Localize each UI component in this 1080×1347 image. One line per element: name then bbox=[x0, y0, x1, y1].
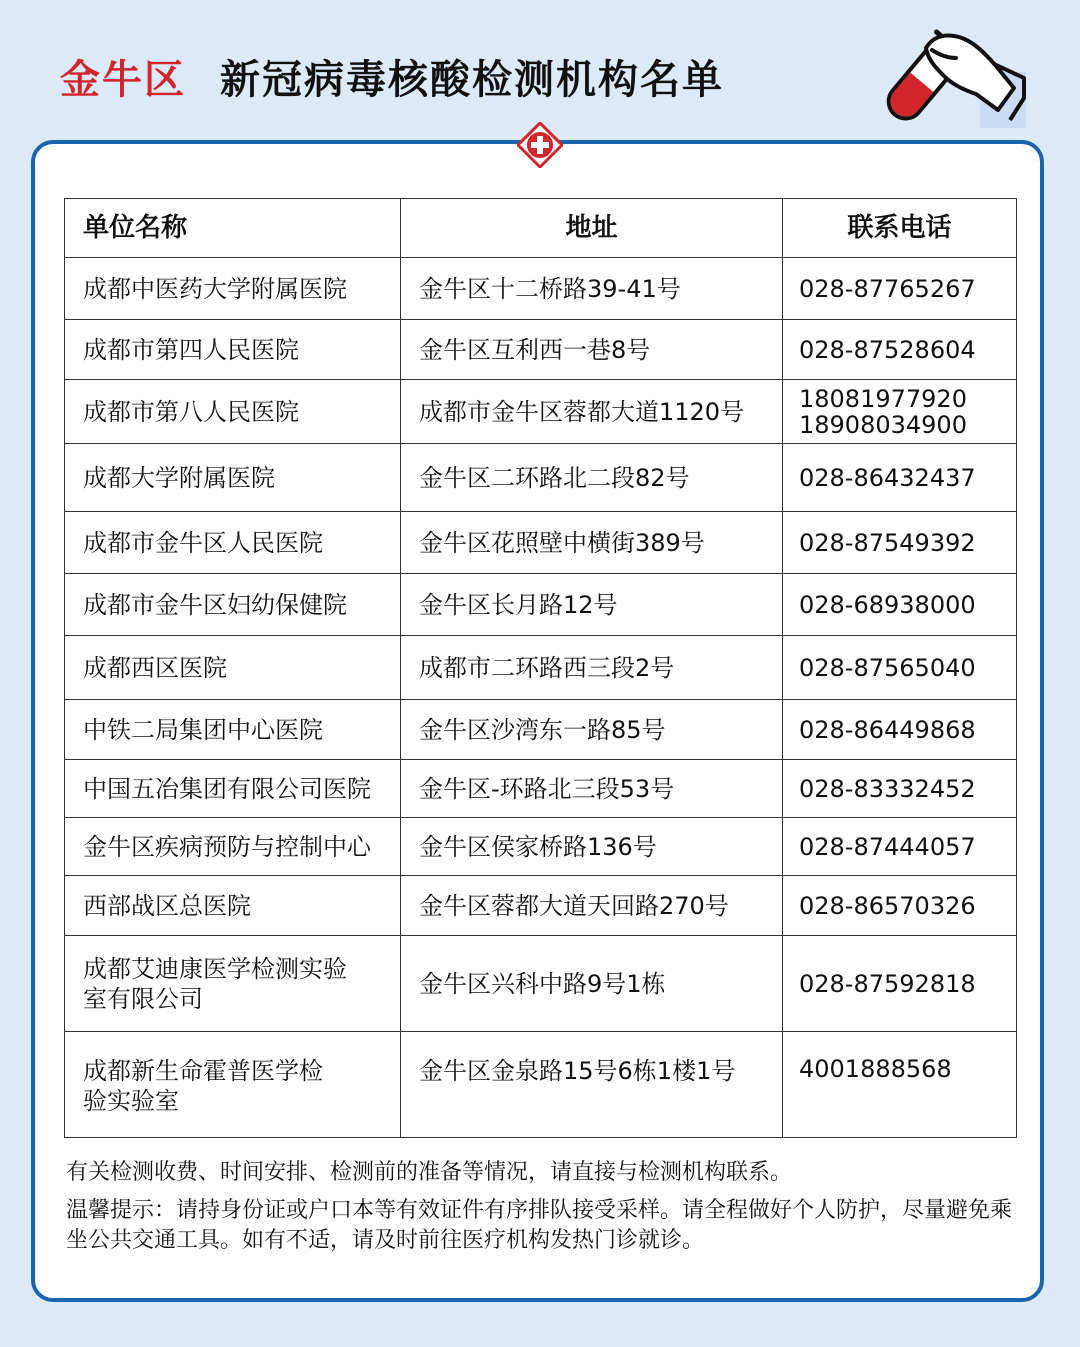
cell-phone: 028-87444057 bbox=[783, 818, 1017, 876]
cell-address: 金牛区蓉都大道天回路270号 bbox=[401, 876, 783, 936]
cell-address: 成都市金牛区蓉都大道1120号 bbox=[401, 380, 783, 444]
cell-address: 金牛区十二桥路39-41号 bbox=[401, 258, 783, 320]
page-header bbox=[60, 44, 724, 108]
cell-name: 成都西区医院 bbox=[65, 636, 401, 700]
table-row bbox=[65, 760, 1017, 818]
table-row bbox=[65, 574, 1017, 636]
cell-phone: 028-87549392 bbox=[783, 512, 1017, 574]
cell-address: 金牛区侯家桥路136号 bbox=[401, 818, 783, 876]
col-header-phone: 联系电话 bbox=[783, 199, 1017, 258]
cell-name: 成都市第八人民医院 bbox=[65, 380, 401, 444]
cell-address: 金牛区金泉路15号6栋1楼1号 bbox=[401, 1032, 783, 1138]
cell-phone: 028-87528604 bbox=[783, 320, 1017, 380]
cell-address: 金牛区互利西一巷8号 bbox=[401, 320, 783, 380]
cell-name: 成都中医药大学附属医院 bbox=[65, 258, 401, 320]
hand-holding-test-tube-icon bbox=[872, 24, 1032, 132]
cell-address: 金牛区二环路北二段82号 bbox=[401, 444, 783, 512]
cell-phone: 028-83332452 bbox=[783, 760, 1017, 818]
cell-phone: 028-86449868 bbox=[783, 700, 1017, 760]
page-title: 新冠病毒核酸检测机构名单 bbox=[220, 56, 724, 103]
col-header-address: 地址 bbox=[401, 199, 783, 258]
cell-phone: 4001888568 bbox=[783, 1032, 1017, 1138]
cell-phone: 18081977920 18908034900 bbox=[783, 380, 1017, 444]
district-title: 金牛区 bbox=[60, 56, 186, 103]
cell-address: 金牛区-环路北三段53号 bbox=[401, 760, 783, 818]
cell-name: 金牛区疾病预防与控制中心 bbox=[65, 818, 401, 876]
notes bbox=[66, 1158, 1031, 1264]
table-row bbox=[65, 700, 1017, 760]
cell-name: 成都大学附属医院 bbox=[65, 444, 401, 512]
table-row bbox=[65, 1032, 1017, 1138]
cell-address: 金牛区兴科中路9号1栋 bbox=[401, 936, 783, 1032]
note-contact: 有关检测收费、时间安排、检测前的准备等情况，请直接与检测机构联系。 bbox=[66, 1160, 793, 1185]
table-row bbox=[65, 320, 1017, 380]
cell-phone: 028-86570326 bbox=[783, 876, 1017, 936]
cell-address: 金牛区沙湾东一路85号 bbox=[401, 700, 783, 760]
cell-address: 金牛区长月路12号 bbox=[401, 574, 783, 636]
cell-name: 西部战区总医院 bbox=[65, 876, 401, 936]
cell-phone: 028-87565040 bbox=[783, 636, 1017, 700]
cell-phone: 028-87592818 bbox=[783, 936, 1017, 1032]
cell-name: 中国五冶集团有限公司医院 bbox=[65, 760, 401, 818]
table-row bbox=[65, 380, 1017, 444]
cell-name: 成都市金牛区妇幼保健院 bbox=[65, 574, 401, 636]
table-row bbox=[65, 818, 1017, 876]
table-row bbox=[65, 444, 1017, 512]
cell-phone: 028-87765267 bbox=[783, 258, 1017, 320]
cell-name: 成都市金牛区人民医院 bbox=[65, 512, 401, 574]
note-warm-tip: 温馨提示：请持身份证或户口本等有效证件有序排队接受采样。请全程做好个人防护，尽量避免乘坐公共交通工具。如有不适，请及时前往医疗机构发热门诊就诊。 bbox=[66, 1198, 1013, 1253]
cell-name: 成都艾迪康医学检测实验 室有限公司 bbox=[65, 936, 401, 1032]
table-row bbox=[65, 512, 1017, 574]
cell-phone: 028-68938000 bbox=[783, 574, 1017, 636]
table-row bbox=[65, 936, 1017, 1032]
table-row bbox=[65, 258, 1017, 320]
table-row bbox=[65, 636, 1017, 700]
medical-cross-icon bbox=[517, 122, 563, 168]
cell-phone: 028-86432437 bbox=[783, 444, 1017, 512]
table-header-row bbox=[65, 199, 1017, 258]
cell-name: 成都市第四人民医院 bbox=[65, 320, 401, 380]
cell-name: 成都新生命霍普医学检 验实验室 bbox=[65, 1032, 401, 1138]
cell-address: 成都市二环路西三段2号 bbox=[401, 636, 783, 700]
cell-address: 金牛区花照壁中横街389号 bbox=[401, 512, 783, 574]
col-header-name: 单位名称 bbox=[65, 199, 401, 258]
table-row bbox=[65, 876, 1017, 936]
cell-name: 中铁二局集团中心医院 bbox=[65, 700, 401, 760]
testing-institutions-table bbox=[64, 198, 1017, 1138]
